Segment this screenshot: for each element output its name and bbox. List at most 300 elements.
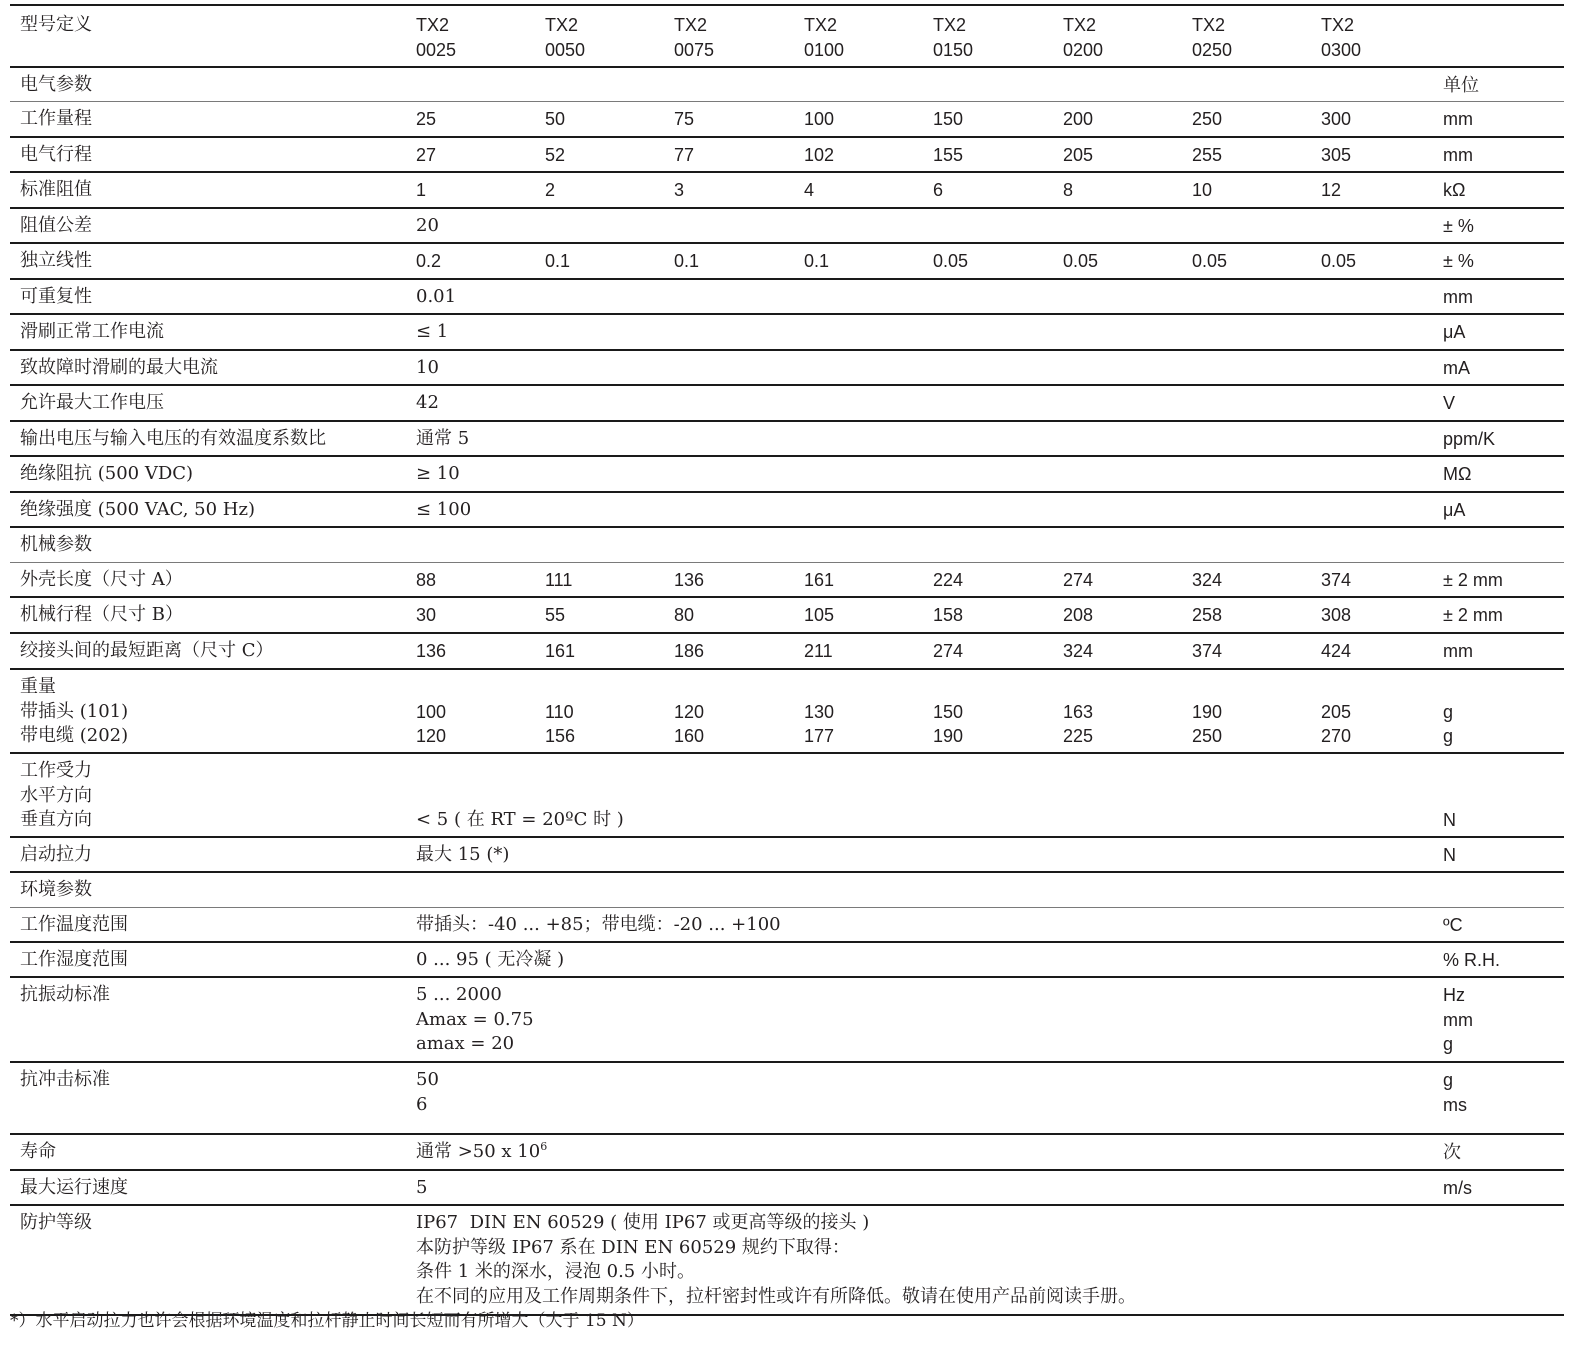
row-label-line: 电气行程	[20, 144, 92, 165]
unit-cell-line: ppm/K	[1443, 429, 1496, 449]
model-column-header	[674, 13, 714, 62]
table-row	[10, 598, 1564, 634]
row-label-line: 绝缘强度 (500 VAC, 50 Hz)	[20, 499, 256, 520]
header-title: 型号定义	[20, 14, 92, 35]
value-cell: 77	[674, 145, 695, 165]
unit-cell-line: mm	[1443, 287, 1473, 307]
model-column-header	[1321, 13, 1361, 62]
span-value-line	[416, 784, 624, 809]
row-label-line: 工作受力	[20, 760, 92, 781]
value-cell-line: 120	[416, 726, 447, 746]
row-label	[20, 143, 92, 168]
unit-cell	[1443, 178, 1465, 203]
value-cell	[674, 675, 704, 749]
value-cell-line: 205	[1321, 701, 1352, 722]
unit-cell	[1443, 675, 1453, 749]
footnote: *）水平启动拉力也许会根据环境温度和拉杆静止时间长短而有所增大（大于 15 N）	[10, 1311, 644, 1331]
row-label	[20, 214, 92, 239]
unit-cell	[1443, 983, 1473, 1057]
table-row	[10, 1206, 1564, 1316]
table-row	[10, 422, 1564, 457]
table-row	[10, 351, 1564, 386]
unit-cell-line: V	[1443, 393, 1456, 413]
value-cell: 274	[1063, 570, 1094, 590]
value-cell: 424	[1321, 641, 1352, 661]
value-cell: 186	[674, 641, 705, 661]
span-value-line: 0 ... 95 ( 无冷凝 )	[416, 949, 565, 970]
value-cell: 52	[545, 145, 566, 165]
row-label	[20, 639, 274, 664]
table-row	[10, 209, 1564, 244]
value-cell-line: 190	[1192, 701, 1223, 722]
section-title	[20, 878, 92, 903]
row-label	[20, 356, 218, 381]
row-label-line: 外壳长度（尺寸 A）	[20, 569, 183, 590]
span-value-line: 最大 15 (*)	[416, 844, 510, 865]
table-row	[10, 978, 1564, 1063]
value-cell: 4	[804, 180, 815, 200]
table-row	[10, 280, 1564, 315]
value-cell-line: 163	[1063, 701, 1094, 722]
span-value-line: 条件 1 米的深水，浸泡 0.5 小时。	[416, 1261, 695, 1282]
row-label-line: 机械行程（尺寸 B）	[20, 604, 183, 625]
span-value-line: 在不同的应用及工作周期条件下，拉杆密封性或许有所降低。敬请在使用产品前阅读手册。	[416, 1285, 1136, 1307]
row-label	[20, 427, 326, 452]
span-value-line: 通常 >50 x 10	[416, 1141, 541, 1162]
unit-cell-line: ± %	[1443, 216, 1474, 236]
row-label	[20, 568, 183, 593]
row-label-line: 致故障时滑刷的最大电流	[20, 357, 218, 378]
table-row	[10, 244, 1564, 280]
unit-cell	[1443, 427, 1495, 452]
row-label	[20, 498, 255, 523]
row-label-line: 抗冲击标准	[20, 1069, 110, 1090]
value-cell-line	[416, 675, 446, 700]
span-value-line: 本防护等级 IP67 系在 DIN EN 60529 规约下取得：	[416, 1236, 850, 1258]
value-cell-line: 110	[545, 701, 574, 722]
unit-cell-line: g	[1443, 726, 1454, 746]
value-cell: 208	[1063, 605, 1094, 625]
row-label	[20, 843, 92, 868]
row-label	[20, 913, 128, 938]
span-value	[416, 285, 456, 310]
row-label-line: 允许最大工作电压	[20, 392, 164, 413]
value-cell-line	[1321, 675, 1351, 700]
span-value-line: amax = 20	[416, 1033, 515, 1054]
model-column-header-line: 0075	[674, 39, 715, 60]
value-cell	[933, 675, 963, 749]
value-cell: 8	[1063, 180, 1074, 200]
row-label-line: 工作湿度范围	[20, 949, 128, 970]
section-title-line: 机械参数	[20, 534, 92, 555]
value-cell: 0.1	[674, 251, 700, 271]
unit-cell-line	[1443, 675, 1453, 700]
row-label	[20, 948, 128, 973]
model-column-header-line: TX2	[674, 15, 708, 35]
value-cell: 258	[1192, 605, 1223, 625]
unit-cell-line: Hz	[1443, 985, 1465, 1005]
value-cell: 324	[1063, 641, 1094, 661]
value-cell-line	[1192, 675, 1222, 700]
span-value	[416, 1140, 547, 1165]
unit-cell	[1443, 948, 1500, 973]
table-row	[10, 943, 1564, 978]
model-column-header	[933, 13, 973, 62]
value-cell-line	[933, 675, 963, 700]
section-title	[20, 73, 92, 98]
value-cell: 300	[1321, 109, 1352, 129]
value-cell	[1063, 675, 1093, 749]
row-label-line: 水平方向	[20, 784, 92, 806]
span-value-line: 通常 5	[416, 428, 470, 449]
value-cell: 27	[416, 145, 437, 165]
value-cell: 0.05	[933, 251, 969, 271]
span-value-line: 42	[416, 392, 439, 413]
row-label	[20, 675, 128, 749]
span-value	[416, 462, 460, 487]
row-label	[20, 983, 110, 1008]
section-title-line: 电气参数	[20, 74, 92, 95]
row-label-line: 绞接头间的最短距离（尺寸 C）	[20, 640, 274, 661]
row-label-line: 带插头 (101)	[20, 700, 129, 722]
unit-cell	[1443, 843, 1456, 868]
unit-cell	[1443, 356, 1470, 381]
value-cell-line	[674, 675, 704, 700]
section-row	[10, 68, 1564, 102]
value-cell-line	[1063, 675, 1093, 700]
model-column-header-line: TX2	[1192, 15, 1226, 35]
row-label	[20, 1211, 92, 1236]
unit-cell	[1443, 603, 1503, 628]
model-column-header-line: TX2	[933, 15, 967, 35]
span-value-line: 0.01	[416, 286, 457, 307]
row-label	[20, 320, 164, 345]
table-row	[10, 138, 1564, 173]
row-label	[20, 285, 92, 310]
unit-cell	[1443, 143, 1473, 168]
table-row	[10, 493, 1564, 528]
table-row	[10, 386, 1564, 422]
span-value-line: 5	[416, 1177, 428, 1198]
value-cell-line: 160	[674, 726, 705, 746]
row-label-line: 防护等级	[20, 1212, 92, 1233]
value-cell: 308	[1321, 605, 1352, 625]
value-cell: 161	[804, 570, 835, 590]
span-value	[416, 1176, 427, 1201]
unit-cell	[1443, 498, 1465, 523]
unit-cell-line: μA	[1443, 500, 1466, 520]
value-cell: 75	[674, 109, 695, 129]
span-value	[416, 843, 509, 868]
unit-cell-line: mm	[1443, 1009, 1473, 1030]
value-cell-line: 100	[416, 701, 447, 722]
section-row	[10, 528, 1564, 563]
model-column-header-line: 0050	[545, 39, 586, 60]
unit-cell-line: g	[1443, 701, 1454, 722]
row-label	[20, 1140, 56, 1165]
value-cell: 102	[804, 145, 835, 165]
value-cell: 2	[545, 180, 556, 200]
span-value-line: 50	[416, 1069, 439, 1090]
value-cell: 211	[804, 641, 833, 661]
row-label-line: 标准阻值	[20, 179, 92, 200]
value-cell: 0.05	[1321, 251, 1357, 271]
row-label-line: 输出电压与输入电压的有效温度系数比	[20, 428, 326, 449]
value-cell: 274	[933, 641, 964, 661]
value-cell: 136	[416, 641, 447, 661]
row-label-line: 独立线性	[20, 250, 92, 271]
row-label	[20, 603, 183, 628]
value-cell: 250	[1192, 109, 1223, 129]
value-cell-line: 120	[674, 701, 705, 722]
unit-cell-line: MΩ	[1443, 464, 1472, 484]
row-label	[20, 391, 164, 416]
value-cell-line: 130	[804, 701, 835, 722]
model-column-header-line: 0200	[1063, 39, 1104, 60]
span-value	[416, 498, 471, 523]
model-column-header-line: TX2	[416, 15, 450, 35]
value-cell: 0.2	[416, 251, 442, 271]
value-cell-line	[804, 675, 834, 700]
unit-cell-line: ± 2 mm	[1443, 605, 1503, 625]
span-value-line	[416, 759, 624, 784]
spec-table	[10, 4, 1564, 1316]
value-cell: 205	[1063, 145, 1094, 165]
span-value-line: 5 ... 2000	[416, 984, 502, 1005]
value-cell-line: 250	[1192, 726, 1223, 746]
span-value	[416, 356, 439, 381]
model-column-header-line: 0150	[933, 39, 974, 60]
row-label-line: 重量	[20, 676, 56, 697]
value-cell: 324	[1192, 570, 1223, 590]
value-cell: 88	[416, 570, 437, 590]
unit-cell	[1443, 107, 1473, 132]
section-title-line: 环境参数	[20, 879, 92, 900]
model-column-header-line: TX2	[1321, 15, 1355, 35]
value-cell: 305	[1321, 145, 1352, 165]
unit-cell-line	[1443, 784, 1456, 809]
span-value	[416, 948, 564, 973]
model-column-header	[804, 13, 844, 62]
unit-cell	[1443, 320, 1465, 345]
row-label	[20, 249, 92, 274]
span-value	[416, 320, 448, 345]
exponent: 6	[540, 1140, 548, 1153]
unit-cell	[1443, 1068, 1467, 1117]
row-label-line: 绝缘阻抗 (500 VDC)	[20, 463, 194, 484]
span-value-line: 10	[416, 357, 439, 378]
value-cell: 105	[804, 605, 835, 625]
model-column-header-line: TX2	[1063, 15, 1097, 35]
unit-cell-line: g	[1443, 1034, 1454, 1054]
section-row	[10, 873, 1564, 908]
unit-cell-line: N	[1443, 845, 1456, 865]
value-cell	[804, 675, 834, 749]
value-cell: 100	[804, 109, 835, 129]
unit-cell	[1443, 639, 1473, 664]
row-label-line: 阻值公差	[20, 215, 92, 236]
row-label-line: 可重复性	[20, 286, 92, 307]
value-cell: 158	[933, 605, 964, 625]
table-row	[10, 908, 1564, 943]
value-cell: 6	[933, 180, 944, 200]
unit-cell-line: μA	[1443, 322, 1466, 342]
value-cell-line: 156	[545, 726, 576, 746]
value-cell: 255	[1192, 145, 1223, 165]
value-cell: 50	[545, 109, 566, 129]
value-cell: 224	[933, 570, 964, 590]
unit-cell-line: 次	[1443, 1142, 1461, 1162]
value-cell: 25	[416, 109, 437, 129]
value-cell: 374	[1321, 570, 1352, 590]
table-row	[10, 315, 1564, 351]
value-cell: 0.1	[545, 251, 571, 271]
row-label	[20, 178, 92, 203]
value-cell	[1192, 675, 1222, 749]
value-cell: 0.1	[804, 251, 830, 271]
value-cell: 0.05	[1063, 251, 1099, 271]
unit-cell	[1443, 249, 1474, 274]
row-label-line: 垂直方向	[20, 809, 92, 830]
unit-cell	[1443, 285, 1473, 310]
value-cell: 200	[1063, 109, 1094, 129]
span-value	[416, 214, 439, 239]
model-column-header-line: TX2	[804, 15, 838, 35]
unit-cell-line: ± 2 mm	[1443, 570, 1503, 590]
unit-cell	[1443, 1140, 1461, 1165]
span-value-line: < 5 ( 在 RT = 20ºC 时 )	[416, 809, 624, 830]
row-label	[20, 1176, 128, 1201]
model-column-header-line: TX2	[545, 15, 579, 35]
unit-cell	[1443, 73, 1479, 98]
span-value-line: IP67 DIN EN 60529 ( 使用 IP67 或更高等级的接头 )	[416, 1212, 870, 1233]
section-title	[20, 533, 92, 558]
row-label-line: 寿命	[20, 1141, 56, 1162]
unit-cell-line: mm	[1443, 109, 1473, 129]
value-cell-line: 190	[933, 726, 964, 746]
unit-cell-line: ºC	[1443, 915, 1463, 935]
value-cell: 1	[416, 180, 427, 200]
span-value-line: ≤ 100	[416, 499, 472, 520]
value-cell	[545, 675, 575, 749]
row-label-line: 工作量程	[20, 108, 92, 129]
value-cell: 374	[1192, 641, 1223, 661]
unit-cell	[1443, 462, 1471, 487]
table-row	[10, 563, 1564, 598]
row-label	[20, 107, 92, 132]
unit-cell	[1443, 214, 1474, 239]
row-label	[20, 462, 193, 487]
unit-cell	[1443, 1176, 1472, 1201]
value-cell-line: 225	[1063, 726, 1094, 746]
unit-cell-line: kΩ	[1443, 180, 1466, 200]
unit-cell-line: mm	[1443, 145, 1473, 165]
value-cell: 80	[674, 605, 695, 625]
unit-cell-line: m/s	[1443, 1178, 1472, 1198]
value-cell: 55	[545, 605, 566, 625]
value-cell: 136	[674, 570, 705, 590]
table-row	[10, 173, 1564, 209]
value-cell	[416, 675, 446, 749]
row-label-line: 工作温度范围	[20, 914, 128, 935]
value-cell-line: 150	[933, 701, 964, 722]
model-column-header-line: 0025	[416, 39, 457, 60]
row-label	[20, 1068, 110, 1093]
span-value	[416, 427, 469, 452]
span-value-line: 6	[416, 1093, 428, 1115]
value-cell: 0.05	[1192, 251, 1228, 271]
unit-cell-line: mm	[1443, 641, 1473, 661]
value-cell	[1321, 675, 1351, 749]
table-row	[10, 670, 1564, 754]
table-row	[10, 102, 1564, 138]
value-cell: 111	[545, 570, 573, 590]
unit-cell	[1443, 759, 1456, 833]
span-value	[416, 913, 781, 938]
row-label-line: 抗振动标准	[20, 984, 110, 1005]
value-cell: 161	[545, 641, 576, 661]
unit-cell-line: N	[1443, 810, 1456, 830]
span-value	[416, 1068, 439, 1117]
model-column-header-line: 0100	[804, 39, 845, 60]
value-cell: 10	[1192, 180, 1213, 200]
span-value-line: Amax = 0.75	[416, 1008, 534, 1030]
row-label-line: 带电缆 (202)	[20, 725, 129, 746]
row-label-line: 启动拉力	[20, 844, 92, 865]
unit-cell-line: g	[1443, 1070, 1454, 1090]
row-label-line: 最大运行速度	[20, 1177, 128, 1198]
unit-cell	[1443, 913, 1463, 938]
table-row	[10, 754, 1564, 838]
table-row	[10, 457, 1564, 493]
span-value	[416, 391, 439, 416]
value-cell: 155	[933, 145, 964, 165]
row-label-line: 滑刷正常工作电流	[20, 321, 164, 342]
value-cell-line: 177	[804, 726, 835, 746]
value-cell-line	[545, 675, 575, 700]
table-row	[10, 838, 1564, 873]
value-cell: 12	[1321, 180, 1342, 200]
table-row	[10, 634, 1564, 670]
unit-cell-line: 单位	[1443, 75, 1479, 95]
unit-cell-line: % R.H.	[1443, 950, 1501, 970]
model-column-header	[1192, 13, 1232, 62]
unit-cell-line	[1443, 759, 1456, 784]
span-value	[416, 983, 534, 1057]
value-cell: 3	[674, 180, 685, 200]
model-column-header-line: 0300	[1321, 39, 1362, 60]
header-row	[10, 4, 1564, 68]
table-row	[10, 1135, 1564, 1171]
unit-cell	[1443, 391, 1455, 416]
value-cell-line: 270	[1321, 726, 1352, 746]
unit-cell-line: mA	[1443, 358, 1470, 378]
span-value-line: ≤ 1	[416, 321, 449, 342]
model-column-header	[416, 13, 456, 62]
span-value	[416, 759, 624, 833]
span-value	[416, 1211, 1136, 1309]
model-column-header	[545, 13, 585, 62]
table-row	[10, 1063, 1564, 1135]
unit-cell	[1443, 568, 1503, 593]
unit-cell-line: ms	[1443, 1094, 1467, 1115]
value-cell: 150	[933, 109, 964, 129]
table-row	[10, 1171, 1564, 1206]
span-value-line: 带插头：-40 ... +85；带电缆：-20 ... +100	[416, 914, 781, 935]
value-cell: 30	[416, 605, 437, 625]
span-value-line: ≥ 10	[416, 463, 460, 484]
row-label	[20, 759, 92, 833]
